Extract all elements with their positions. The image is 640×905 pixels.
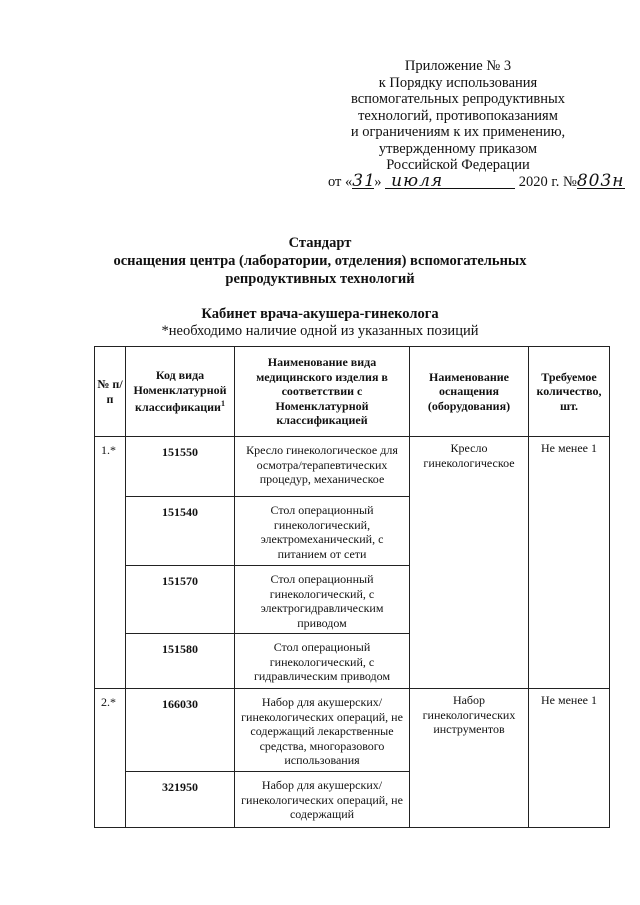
quantity-cell: Не менее 1	[529, 437, 610, 689]
appendix-line: к Порядку использования	[378, 74, 538, 91]
appendix-line: утвержденному приказом	[378, 140, 538, 157]
header-name: Наименование вида медицинского изделия в соответствии с Номенклатурной классификацией	[235, 347, 410, 437]
appendix-block	[328, 58, 625, 191]
appendix-line: и ограничениям к их применению,	[350, 124, 566, 140]
code-cell: 151540	[126, 497, 235, 566]
group-number: 2.*	[95, 689, 126, 828]
code-cell: 151550	[126, 437, 235, 497]
order-from-label: от «	[328, 173, 353, 190]
section-note: *необходимо наличие одной из указанных позиций	[161, 323, 479, 339]
appendix-line: Приложение № 3	[404, 58, 512, 74]
quantity-cell: Не менее 1	[529, 689, 610, 828]
header-equipment: Наименование оснащения (оборудования)	[410, 347, 529, 437]
equipment-table	[94, 346, 610, 828]
order-reference	[328, 170, 625, 191]
device-name-cell: Стол операционый гинекологический, с гидравлическим приводом	[235, 634, 410, 689]
device-name-cell: Стол операционный гинекологический, электромеханический, с питанием от сети	[235, 497, 410, 566]
code-cell: 151570	[126, 566, 235, 634]
code-cell: 321950	[126, 772, 235, 828]
order-year-label: 2020 г. №	[518, 173, 577, 190]
appendix-line: технологий, противопоказаниям	[358, 107, 558, 124]
equipment-cell: Кресло гинекологическое	[410, 437, 529, 689]
order-day-handwritten: 31	[352, 170, 376, 191]
order-number-handwritten: 803н	[576, 170, 625, 191]
equipment-cell: Набор гинекологических инструментов	[410, 689, 529, 828]
device-name-cell: Стол операционный гинекологический, с электрогидравлическим приводом	[235, 566, 410, 634]
standard-title: Стандарт	[288, 235, 352, 251]
device-name-cell: Набор для акушерских/гинекологических операций, не содержащий	[235, 772, 410, 828]
order-month-handwritten: июля	[385, 174, 515, 189]
device-name-cell: Набор для акушерских/гинекологических операций, не содержащий лекарственные средства, многоразового использования	[235, 689, 410, 772]
header-code-footnote: 1	[220, 399, 225, 409]
code-cell: 151580	[126, 634, 235, 689]
appendix-line: вспомогательных репродуктивных	[350, 91, 566, 107]
header-qty: Требуемое количество, шт.	[529, 347, 610, 437]
order-close-quote: »	[374, 173, 382, 190]
appendix-line: Российской Федерации	[386, 157, 530, 173]
group-number: 1.*	[95, 437, 126, 689]
standard-title-line2: оснащения центра (лаборатории, отделения) вспомогательных	[113, 253, 527, 269]
header-code-text: Код вида Номенклатурной классификации	[133, 368, 227, 415]
header-code	[126, 347, 235, 437]
table-header-row	[95, 347, 610, 437]
code-cell: 166030	[126, 689, 235, 772]
standard-title-line3: репродуктивных технологий	[225, 271, 415, 287]
header-num: № п/п	[95, 347, 126, 437]
table-row	[95, 437, 610, 497]
table-row	[95, 689, 610, 772]
device-name-cell: Кресло гинекологическое для осмотра/терапевтических процедур, механическое	[235, 437, 410, 497]
section-heading: Кабинет врача-акушера-гинеколога	[201, 306, 439, 322]
